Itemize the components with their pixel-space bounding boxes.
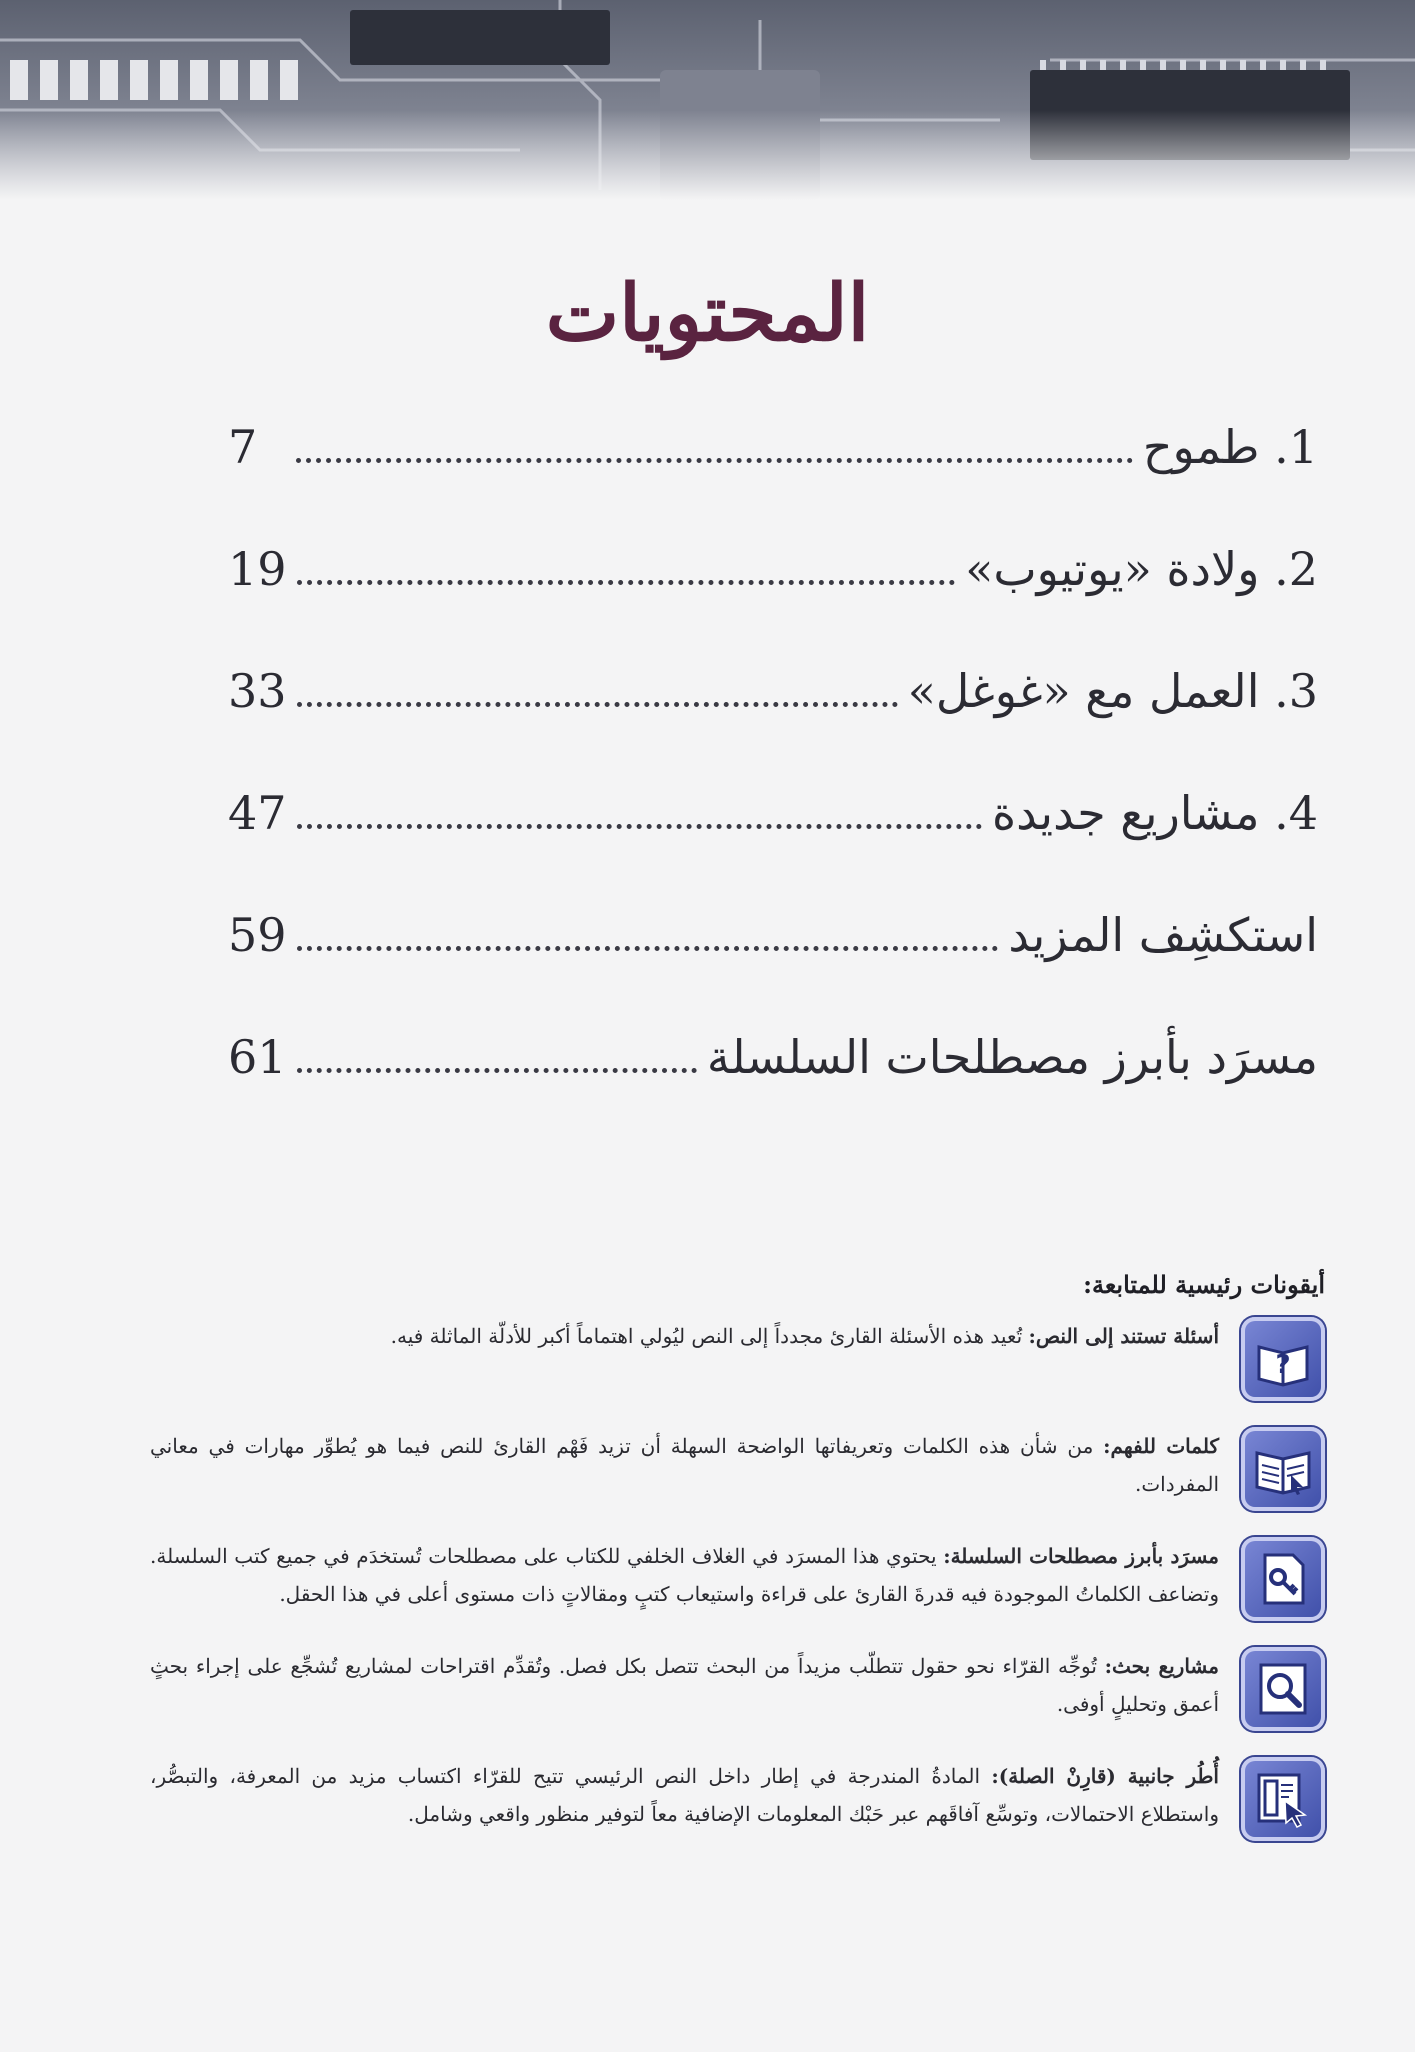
icon-legend-item <box>150 1647 1325 1731</box>
icon-legend-term: أُطُر جانبية (قارِنْ الصلة): <box>991 1764 1219 1788</box>
icon-legend-text <box>150 1647 1219 1723</box>
toc-entry-label: مسرَد بأبرز مصطلحات السلسلة <box>706 1030 1318 1084</box>
key-icons-section <box>150 1270 1325 1867</box>
header-banner <box>0 0 1415 200</box>
toc-leader-dots <box>297 1068 697 1073</box>
icon-legend-text <box>150 1317 1219 1355</box>
icon-legend-text <box>150 1427 1219 1503</box>
banner-fade <box>0 110 1415 200</box>
toc-entry-page: 61 <box>228 1030 287 1084</box>
toc-entry-label: 2. ولادة «يوتيوب» <box>965 542 1318 596</box>
icon-legend-text <box>150 1537 1219 1613</box>
toc-entry[interactable] <box>228 542 1318 664</box>
sidebar-cursor-icon <box>1241 1757 1325 1841</box>
icon-legend-term: كلمات للفهم: <box>1103 1434 1219 1458</box>
toc-leader-dots <box>297 702 898 707</box>
icon-legend-description: تُعيد هذه الأسئلة القارئ مجدداً إلى النص ليُولي اهتماماً أكبر للأدلّة الماثلة فيه. <box>390 1324 1029 1348</box>
svg-text:?: ? <box>1275 1350 1291 1380</box>
toc-entry[interactable] <box>228 1030 1318 1152</box>
icon-legend-description: المادةُ المندرجة في إطار داخل النص الرئيسي تتيح للقرّاء اكتساب مزيد من المعرفة، والتبصُّر، واستطلاع الاحتمالات، وتوسِّع آفاقَهم عبر حَبْك المعلومات الإضافية معاً لتوفير منظور واقعي وشامل. <box>150 1764 1219 1826</box>
icon-legend-term: مشاريع بحث: <box>1104 1654 1219 1678</box>
toc-entry[interactable] <box>228 786 1318 908</box>
toc-entry[interactable] <box>228 420 1318 542</box>
toc-entry-page: 33 <box>228 664 287 718</box>
icon-legend-description: يحتوي هذا المسرَد في الغلاف الخلفي للكتاب على مصطلحات تُستخدَم في جميع كتب السلسلة. وتضاعف الكلماتُ الموجودة فيه قدرةَ القارئ على قراءة واستيعاب كتبٍ ومقالاتٍ ذات مستوى أعلى في هذا الحقل. <box>150 1544 1219 1606</box>
toc-entry[interactable] <box>228 908 1318 1030</box>
table-of-contents <box>228 420 1318 1152</box>
toc-leader-dots <box>296 458 1133 463</box>
toc-entry-page: 7 <box>228 420 258 474</box>
magnifier-icon <box>1241 1647 1325 1731</box>
page-title: المحتويات <box>545 268 870 359</box>
toc-leader-dots <box>297 946 999 951</box>
icon-legend-item <box>150 1427 1325 1511</box>
icons-heading: أيقونات رئيسية للمتابعة: <box>1083 1270 1325 1299</box>
toc-entry-page: 59 <box>228 908 287 962</box>
toc-entry-label: 1. طموح <box>1142 420 1318 474</box>
icon-legend-item <box>150 1537 1325 1621</box>
icon-legend-description: من شأن هذه الكلمات وتعريفاتها الواضحة السهلة أن تزيد فَهْم القارئ للنص فيما هو يُطوِّر مهارات في معاني المفردات. <box>150 1434 1219 1496</box>
document-key-icon <box>1241 1537 1325 1621</box>
icon-legend-term: أسئلة تستند إلى النص: <box>1028 1324 1219 1348</box>
toc-entry-label: 3. العمل مع «غوغل» <box>907 664 1318 718</box>
icon-legend-description: تُوجِّه القرّاء نحو حقول تتطلّب مزيداً من البحث تتصل بكل فصل. وتُقدِّم اقتراحات لمشاريع تُشجِّع على إجراء بحثٍ أعمق وتحليلٍ أوفى. <box>150 1654 1219 1716</box>
icon-legend-text <box>150 1757 1219 1833</box>
book-question-icon <box>1241 1317 1325 1401</box>
toc-leader-dots <box>297 824 982 829</box>
toc-entry-label: استكشِف المزيد <box>1008 908 1318 962</box>
toc-entry[interactable] <box>228 664 1318 786</box>
toc-entry-label: 4. مشاريع جديدة <box>992 786 1318 840</box>
toc-entry-page: 19 <box>228 542 287 596</box>
icon-legend-item <box>150 1757 1325 1841</box>
toc-leader-dots <box>297 580 956 585</box>
toc-entry-page: 47 <box>228 786 287 840</box>
icon-legend-item <box>150 1317 1325 1401</box>
open-book-icon <box>1241 1427 1325 1511</box>
icon-legend-term: مسرَد بأبرز مصطلحات السلسلة: <box>943 1544 1219 1568</box>
